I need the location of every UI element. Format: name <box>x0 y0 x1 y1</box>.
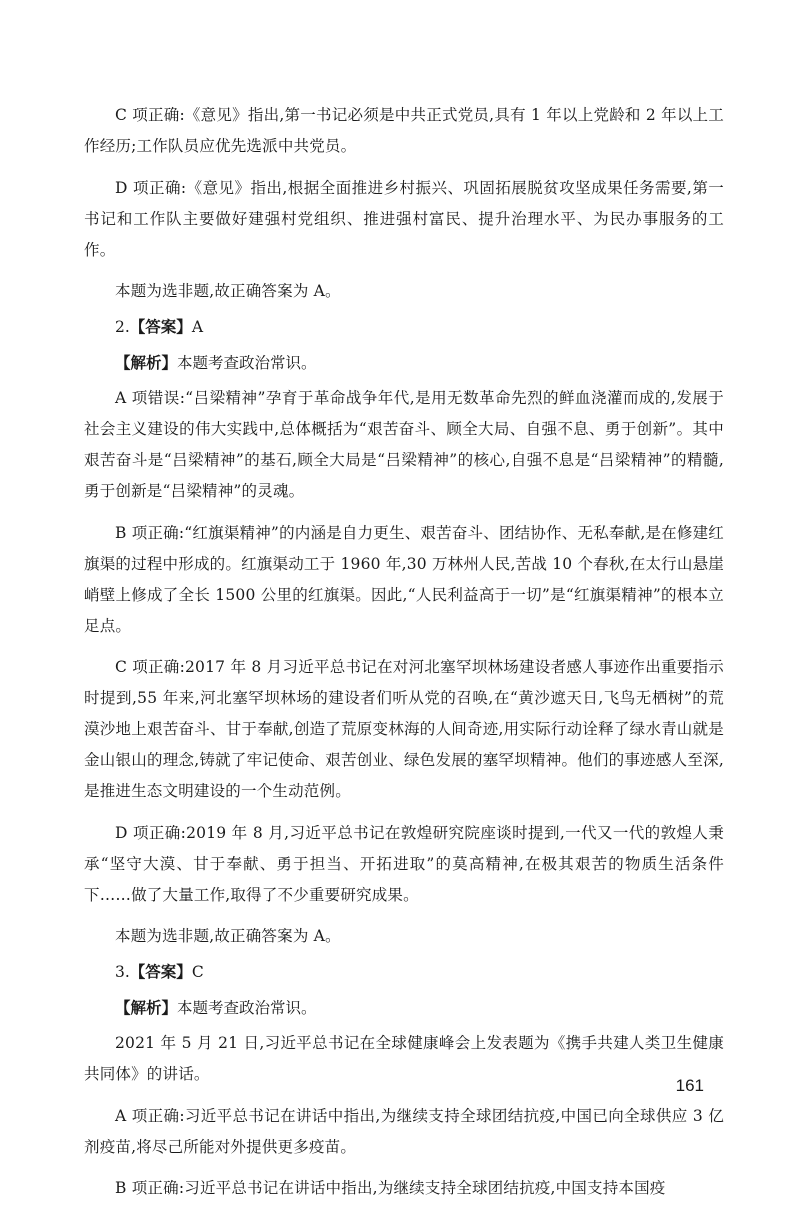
page-number: 161 <box>675 1076 704 1095</box>
q2-number: 2. <box>115 318 130 336</box>
q2-answer-line <box>84 311 724 343</box>
q3-analysis-line <box>84 992 724 1024</box>
q3-paragraph-b: B 项正确:习近平总书记在讲话中指出,为继续支持全球团结抗疫,中国支持本国疫 <box>115 1179 666 1197</box>
q2-paragraph-b: B 项正确:“红旗渠精神”的内涵是自力更生、艰苦奋斗、团结协作、无私奉献,是在修建红旗渠的过程中形成的。红旗渠动工于 1960 年,30 万林州人民,苦战 10 个春秋,在太行山悬崖峭壁上修成了全长 1500 公里的红旗渠。因此,“人民利益高于一切”是“红旗渠精神”的根本立足点。 <box>84 523 724 635</box>
q3-paragraph-intro: 2021 年 5 月 21 日,习近平总书记在全球健康峰会上发表题为《携手共建人类卫生健康共同体》的讲话。 <box>84 1034 724 1083</box>
q2-paragraph-conclusion: 本题为选非题,故正确答案为 A。 <box>115 927 341 945</box>
q2-paragraph-a: A 项错误:“吕梁精神”孕育于革命战争年代,是用无数革命先烈的鲜血浇灌而成的,发展于社会主义建设的伟大实践中,总体概括为“艰苦奋斗、顾全大局、自强不息、勇于创新”。其中艰苦奋斗是“吕梁精神”的基石,顾全大局是“吕梁精神”的核心,自强不息是“吕梁精神”的精髓,勇于创新是“吕梁精神”的灵魂。 <box>84 389 724 500</box>
q3-analysis-label: 【解析】 <box>115 998 178 1017</box>
q2-paragraph-d: D 项正确:2019 年 8 月,习近平总书记在敦煌研究院座谈时提到,一代又一代的敦煌人秉承“坚守大漠、甘于奉献、勇于担当、开拓进取”的莫高精神,在极其艰苦的物质生活条件下……做了大量工作,取得了不少重要研究成果。 <box>84 823 724 904</box>
q2-analysis-text: 本题考查政治常识。 <box>177 354 317 372</box>
q2-paragraph-c: C 项正确:2017 年 8 月习近平总书记在对河北塞罕坝林场建设者感人事迹作出重要指示时提到,55 年来,河北塞罕坝林场的建设者们听从党的召唤,在“黄沙遮天日,飞鸟无栖树”的荒漠沙地上艰苦奋斗、甘于奉献,创造了荒原变林海的人间奇迹,用实际行动诠释了绿水青山就是金山银山的理念,铸就了牢记使命、艰苦创业、绿色发展的塞罕坝精神。他们的事迹感人至深,是推进生态文明建设的一个生动范例。 <box>84 658 724 800</box>
document-page <box>84 100 724 1215</box>
q2-answer-value: A <box>191 318 204 336</box>
q2-analysis-label: 【解析】 <box>115 353 178 372</box>
q3-answer-value: C <box>191 963 204 981</box>
paragraph-d-option: D 项正确:《意见》指出,根据全面推进乡村振兴、巩固拓展脱贫攻坚成果任务需要,第一书记和工作队主要做好建强村党组织、推进强村富民、提升治理水平、为民办事服务的工作。 <box>84 178 724 259</box>
q2-analysis-line <box>84 347 724 379</box>
q2-answer-label: 【答案】 <box>129 317 192 336</box>
q3-analysis-text: 本题考查政治常识。 <box>177 999 317 1017</box>
paragraph-conclusion: 本题为选非题,故正确答案为 A。 <box>115 282 341 300</box>
q3-number: 3. <box>115 963 130 981</box>
paragraph-c-option: C 项正确:《意见》指出,第一书记必须是中共正式党员,具有 1 年以上党龄和 2 年以上工作经历;工作队员应优先选派中共党员。 <box>84 106 724 155</box>
q3-answer-label: 【答案】 <box>129 962 192 981</box>
q3-paragraph-a: A 项正确:习近平总书记在讲话中指出,为继续支持全球团结抗疫,中国已向全球供应 3 亿剂疫苗,将尽己所能对外提供更多疫苗。 <box>84 1106 724 1156</box>
q3-answer-line <box>84 956 724 988</box>
